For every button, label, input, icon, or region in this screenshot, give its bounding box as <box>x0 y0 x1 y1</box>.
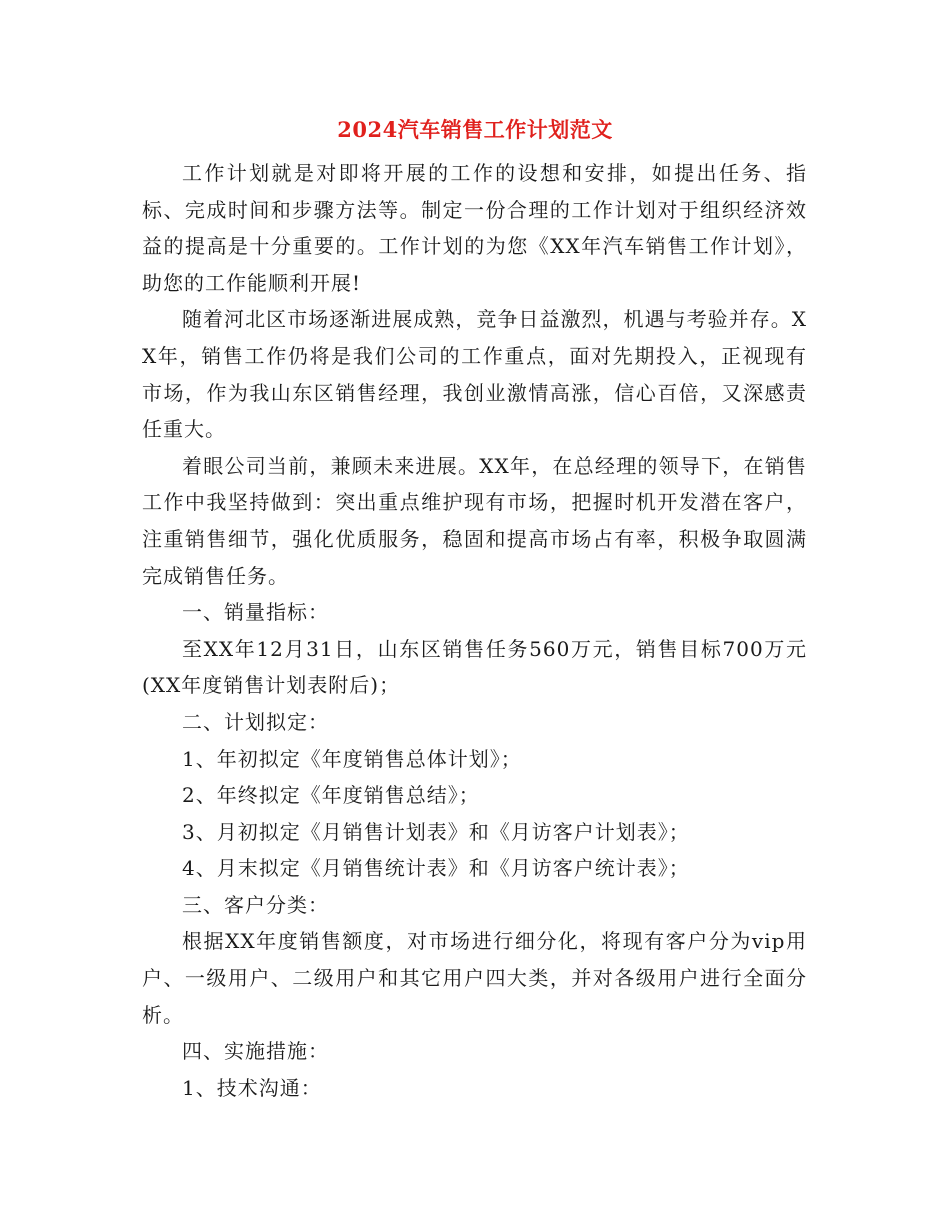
paragraph-market: 随着河北区市场逐渐进展成熟，竞争日益激烈，机遇与考验并存。XX年，销售工作仍将是我们公司的工作重点，面对先期投入，正视现有市场，作为我山东区销售经理，我创业激情高涨，信心百倍，又深感责任重大。 <box>142 307 807 442</box>
paragraph-focus: 着眼公司当前，兼顾未来进展。XX年，在总经理的领导下，在销售工作中我坚持做到：突出重点维护现有市场，把握时机开发潜在客户，注重销售细节，强化优质服务，稳固和提高市场占有率，积极争取圆满完成销售任务。 <box>142 453 807 588</box>
list-item-plan-1: 1、年初拟定《年度销售总体计划》； <box>182 746 522 771</box>
list-item-plan-2: 2、年终拟定《年度销售总结》； <box>182 783 480 808</box>
heading-plan-drafting: 二、计划拟定： <box>182 709 329 734</box>
paragraph-intro: 工作计划就是对即将开展的工作的设想和安排，如提出任务、指标、完成时间和步骤方法等。制定一份合理的工作计划对于组织经济效益的提高是十分重要的。工作计划的为您《XX年汽车销售工作计划》，助您的工作能顺利开展! <box>142 161 807 295</box>
document-title: 2024汽车销售工作计划范文 <box>337 117 613 142</box>
list-item-plan-3: 3、月初拟定《月销售计划表》和《月访客户计划表》； <box>182 819 690 844</box>
document-body <box>142 155 807 1106</box>
heading-customer-classification: 三、客户分类： <box>182 892 329 917</box>
list-item-plan-4: 4、月末拟定《月销售统计表》和《月访客户统计表》； <box>182 856 690 881</box>
list-item-technical-communication: 1、技术沟通： <box>182 1075 322 1100</box>
heading-sales-target: 一、销量指标： <box>182 600 329 625</box>
paragraph-sales-target: 至XX年12月31日，山东区销售任务560万元，销售目标700万元(XX年度销售计划表附后)； <box>142 636 807 698</box>
heading-implementation: 四、实施措施： <box>182 1039 329 1064</box>
paragraph-customer-classification: 根据XX年度销售额度，对市场进行细分化，将现有客户分为vip用户、一级用户、二级用户和其它用户四大类，并对各级用户进行全面分析。 <box>142 929 807 1027</box>
